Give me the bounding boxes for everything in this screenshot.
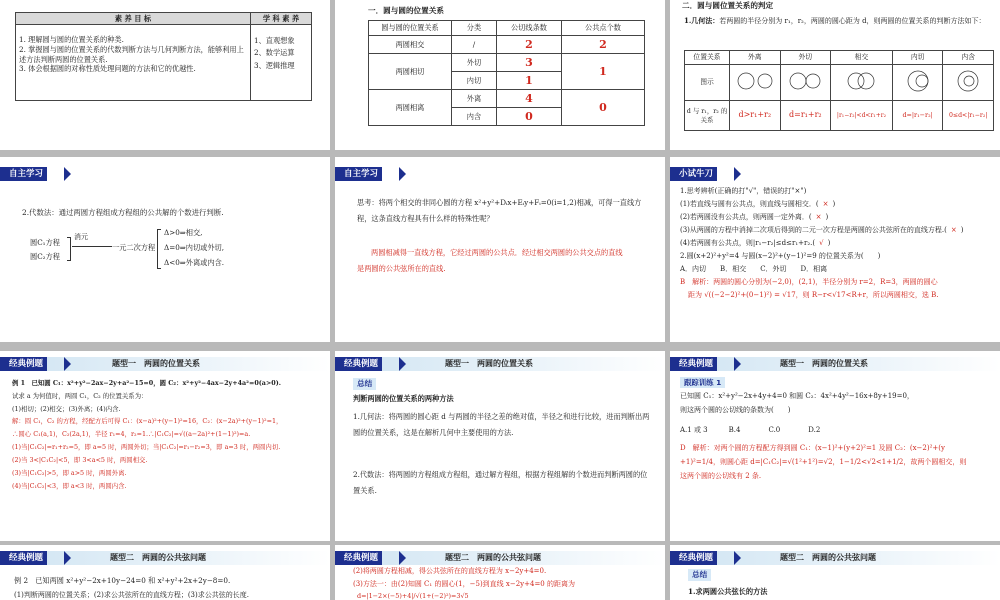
col-goal-header: 素 养 目 标 [16, 13, 251, 25]
diagram-intersect [831, 65, 893, 101]
question-text: 则这两个圆的公切线的条数为( ) [680, 406, 791, 414]
table-header: 圆与圆的位置关系 [369, 21, 452, 36]
class-cell: 外离 [452, 90, 497, 108]
tangent-count: 2 [497, 36, 562, 54]
table-header: 外离 [730, 51, 781, 65]
goal-item: 3. 体会根据圆的对称性质处理问题的方法和它的优越性. [19, 64, 196, 74]
relation-cell: 两圆相离 [369, 90, 452, 126]
summary-point: 2.代数法：将两圆的方程组成方程组，通过解方程组，根据方程组解的个数进而判断两圆的位置关系. [353, 470, 648, 495]
literacy-item: 2、数学运算 [254, 48, 295, 58]
case-1: Δ>0⇒相交, [164, 228, 203, 237]
col-literacy-header: 学 科 素 养 [251, 13, 312, 25]
quadratic-label: 一元二次方程 [112, 243, 156, 252]
slide-algebraic-method[interactable] [0, 157, 330, 342]
banner-arrow [734, 357, 741, 371]
relation-formula: d=r₁+r₂ [780, 101, 831, 131]
circle-eq-1: 圆C₁方程 [30, 238, 60, 247]
literacy-item: 1、直观想象 [254, 36, 295, 46]
banner-arrow [399, 167, 406, 181]
section-banner: 经典例题 [0, 357, 47, 371]
slide-practice[interactable] [670, 157, 1000, 342]
example-text: 例 2 已知两圆 x²+y²−2x+10y−24=0 和 x²+y²+2x+2y−8=0. [14, 576, 231, 585]
solution-line: d=|1−2×(−5)+4|/√(1+(−2)²)=3√5 [357, 592, 469, 600]
tangent-count: 4 [497, 90, 562, 108]
summary-tag: 总结 [353, 378, 376, 390]
relation-formula: d=|r₁−r₂| [892, 101, 943, 131]
banner-arrow [399, 357, 406, 371]
solution-line: 解：圆 C₁，C₂ 的方程，经配方后可得 C₁：(x−a)²+(y−1)²=16，C₂：(x−2a)²+(y−1)²=1， [12, 417, 283, 426]
summary-subtitle: 判断两圆的位置关系的两种方法 [353, 394, 454, 403]
practice-line: (1)若直线与圆有公共点，则直线与圆相交．( × ) [680, 199, 836, 208]
tracking-tag: 跟踪训练 1 [680, 377, 725, 388]
slide-determination[interactable] [670, 0, 1000, 150]
diagram-internal-tangent [892, 65, 943, 101]
practice-body [680, 185, 995, 301]
slide-summary-2[interactable] [670, 545, 1000, 600]
eq-brace [67, 237, 71, 261]
table-header: 内切 [892, 51, 943, 65]
question-text: 已知圆 C₁：x²+y²−2x+4y+4=0 和圆 C₂：4x²+4y²−16x+8y+19=0， [680, 392, 914, 400]
diagram-label: 图示 [685, 65, 730, 101]
diagram-external-tangent [780, 65, 831, 101]
solution-line: (4)当|C₁C₂|<3，即 a<3 时，两圆内含. [12, 481, 127, 490]
section-title: 一．圆与圆的位置关系 [368, 6, 444, 15]
practice-line: 2.圆(x+2)²+y²=4 与圆(x−2)²+(y−1)²=9 的位置关系为( ) [680, 251, 881, 260]
slide-summary-1[interactable] [335, 351, 665, 541]
point-count: 2 [562, 36, 645, 54]
relation-cell: 两圆相交 [369, 36, 452, 54]
solution-line: (3)方法一：由(2)知圆 C₁ 的圆心(1，−5)到直线 x−2y+4=0 的距离为 [353, 580, 575, 588]
example-text: 例 1 已知圆 C₁：x²+y²−2ax−2y+a²−15=0，圆 C₂：x²+y²−4ax−2y+4a²=0(a>0). [12, 379, 281, 387]
table-header: 分类 [452, 21, 497, 36]
slide-circle-relations[interactable] [335, 0, 665, 150]
table-header: 公共点个数 [562, 21, 645, 36]
relations-table [368, 20, 645, 126]
solution-line: (1)当|C₁C₂|=r₁+r₂=5，即 a=5 时，两圆外切；当|C₁C₂|=r₁−r₂=3，即 a=3 时，两圆内切. [12, 443, 281, 452]
class-cell: 外切 [452, 54, 497, 72]
topic-title: 题型一 两圆的位置关系 [445, 359, 533, 368]
practice-options: A．内切 B．相交 C．外切 D．相离 [680, 264, 828, 273]
solution-line: D 解析：对两个圆的方程配方得到圆 C₁：(x−1)²+(y+2)²=1 及圆 C₂：(x−2)²+(y [680, 444, 945, 452]
answer-mark: √ [819, 238, 824, 247]
answer-mark: × [822, 199, 829, 208]
point-count: 0 [562, 90, 645, 126]
class-cell: 内含 [452, 108, 497, 126]
point-count: 1 [562, 54, 645, 90]
example-items: (1)相切；(2)相交；(3)外离；(4)内含. [12, 404, 121, 413]
banner-arrow [734, 551, 741, 565]
practice-line: 1.思考辨析(正确的打"√"，错误的打"×") [680, 187, 807, 195]
answer-mark: × [815, 212, 822, 221]
solution-line: +1)²=1/4，则圆心距 d=|C₁C₂|=√(1²+1²)=√2，1−1/2<√2<1+1/2，故两个圆相交，则 [680, 458, 967, 466]
section-banner: 经典例题 [335, 357, 382, 371]
relation-formula: 0≤d<|r₁−r₂| [943, 101, 994, 131]
method-lead: 1.几何法： [684, 16, 720, 25]
table-header: 相交 [831, 51, 893, 65]
geometric-method-text [684, 14, 989, 28]
topic-title: 题型一 两圆的位置关系 [780, 359, 868, 368]
relation-cell: 两圆相切 [369, 54, 452, 90]
circle-eq-2: 圆C₂方程 [30, 252, 60, 261]
tracking-body [680, 389, 995, 483]
goals-table [15, 12, 312, 101]
section-title: 二．圆与圆位置关系的判定 [682, 1, 774, 10]
summary-tag: 总结 [688, 569, 711, 581]
relation-formula: |r₁−r₂|<d<r₁+r₂ [831, 101, 893, 131]
example-body [12, 377, 324, 492]
solution-line: 这两个圆的公切线有 2 条. [680, 472, 762, 480]
goals-cell [16, 25, 251, 101]
algebraic-text: 2.代数法：通过两圆方程组成方程组的公共解的个数进行判断. [22, 208, 224, 217]
solution-line: ∴圆心 C₁(a,1)，C₂(2a,1)，半径 r₁=4，r₂=1.∴|C₁C₂|=√((a−2a)²+(1−1)²)=a. [12, 430, 251, 439]
method-body: 若两圆的半径分别为 r₁，r₂，两圆的圆心距为 d，则两圆的位置关系的判断方法如下： [719, 17, 986, 25]
solution-line: (2)当 3<|C₁C₂|<5，即 3<a<5 时，两圆相交. [12, 455, 148, 464]
slide-example-2-solution[interactable] [335, 545, 665, 600]
section-banner: 自主学习 [0, 167, 47, 181]
tangent-count: 0 [497, 108, 562, 126]
summary-subtitle: 1.求两圆公共弦长的方法 [688, 587, 768, 596]
literacy-item: 3、逻辑推理 [254, 60, 295, 70]
tangent-count: 3 [497, 54, 562, 72]
banner-arrow [399, 551, 406, 565]
section-banner: 小试牛刀 [670, 167, 717, 181]
two-circles-icon [898, 70, 938, 92]
solution-line: (2)将两圆方程相减，得公共弦所在的直线方程为 x−2y+4=0. [353, 567, 547, 575]
topic-title: 题型二 两圆的公共弦问题 [110, 553, 206, 562]
two-circles-icon [948, 70, 988, 92]
table-header: 内含 [943, 51, 994, 65]
relation-label: d 与 r₁，r₂ 的关系 [685, 101, 730, 131]
think-question: 思考：将两个相交的非同心圆的方程 x²+y²+Dᵢx+Eᵢy+Fᵢ=0(i=1,2)相减，可得一直线方程，这条直线方程具有什么样的特殊性呢？ [357, 198, 642, 223]
solution-line: (3)当|C₁C₂|>5，即 a>5 时，两圆外离. [12, 468, 127, 477]
table-header: 公切线条数 [497, 21, 562, 36]
literacy-cell [251, 25, 312, 101]
table-header: 位置关系 [685, 51, 730, 65]
section-banner: 经典例题 [335, 551, 382, 565]
diagram-external-separate [730, 65, 781, 101]
case-2: Δ=0⇒内切或外切, [164, 243, 225, 252]
banner-arrow [64, 167, 71, 181]
think-answer: 两圆相减得一直线方程，它经过两圆的公共点．经过相交两圆的公共交点的直线是两圆的公共弦所在的直线. [357, 248, 623, 273]
two-circles-icon [735, 70, 775, 92]
answer-mark: × [950, 225, 957, 234]
banner-arrow [64, 357, 71, 371]
goal-item: 1. 理解圆与圆的位置关系的种类. [19, 35, 124, 45]
solution-line: 距为 √((−2−2)²+(0−1)²) = √17，则 R−r<√17<R+r，所以两圆相交，选 B. [688, 290, 939, 299]
example-ask: (1)判断两圆的位置关系；(2)求公共弦所在的直线方程；(3)求公共弦的长度. [14, 591, 249, 599]
topic-title: 题型二 两圆的公共弦问题 [780, 553, 876, 562]
diagram-contained [943, 65, 994, 101]
question-options: A.1 或 3 B.4 C.0 D.2 [680, 426, 821, 434]
case-3: Δ<0⇒外离或内含. [164, 258, 225, 267]
section-banner: 经典例题 [0, 551, 47, 565]
slide-literacy-goals[interactable] [0, 0, 330, 150]
solution-line: B 解析：两圆的圆心分别为(−2,0)，(2,1)，半径分别为 r=2，R=3，两圆的圆心 [680, 277, 938, 286]
slide-common-chord-think[interactable] [335, 157, 665, 342]
elimination-arrow [72, 246, 112, 247]
banner-arrow [734, 167, 741, 181]
goal-item: 2. 掌握圆与圆的位置关系的代数判断方法与几何判断方法，能够利用上述方法判断两圆的位置关系. [19, 44, 244, 64]
relation-formula: d>r₁+r₂ [730, 101, 781, 131]
two-circles-icon [841, 70, 881, 92]
banner-arrow [64, 551, 71, 565]
section-banner: 经典例题 [670, 551, 717, 565]
table-header: 外切 [780, 51, 831, 65]
practice-line: (3)从两圆的方程中消掉二次项后得到的二元一次方程是两圆的公共弦所在的直线方程.( × ) [680, 225, 964, 234]
section-banner: 经典例题 [670, 357, 717, 371]
section-banner: 自主学习 [335, 167, 382, 181]
practice-line: (4)若两圆有公共点，则|r₁−r₂|≤d≤r₁+r₂.( √ ) [680, 238, 831, 247]
two-circles-icon [785, 70, 825, 92]
practice-line: (2)若两圆没有公共点，则两圆一定外离．( × ) [680, 212, 829, 221]
class-cell: 内切 [452, 72, 497, 90]
tangent-count: 1 [497, 72, 562, 90]
topic-title: 题型二 两圆的公共弦问题 [445, 553, 541, 562]
slide-tracking-1[interactable] [670, 351, 1000, 541]
class-cell: / [452, 36, 497, 54]
case-brace [157, 229, 161, 269]
summary-point: 1.几何法：将两圆的圆心距 d 与两圆的半径之差的绝对值，半径之和进行比较，进而判断出两圆的位置关系，这是在解析几何中主要使用的方法. [353, 412, 650, 437]
slide-example-1[interactable] [0, 351, 330, 541]
topic-title: 题型一 两圆的位置关系 [112, 359, 200, 368]
elimination-label: 消元 [74, 233, 88, 241]
determination-table [684, 50, 994, 131]
slide-example-2[interactable] [0, 545, 330, 600]
example-ask: 试求 a 为何值时，两圆 C₁，C₂ 的位置关系为： [12, 391, 148, 400]
